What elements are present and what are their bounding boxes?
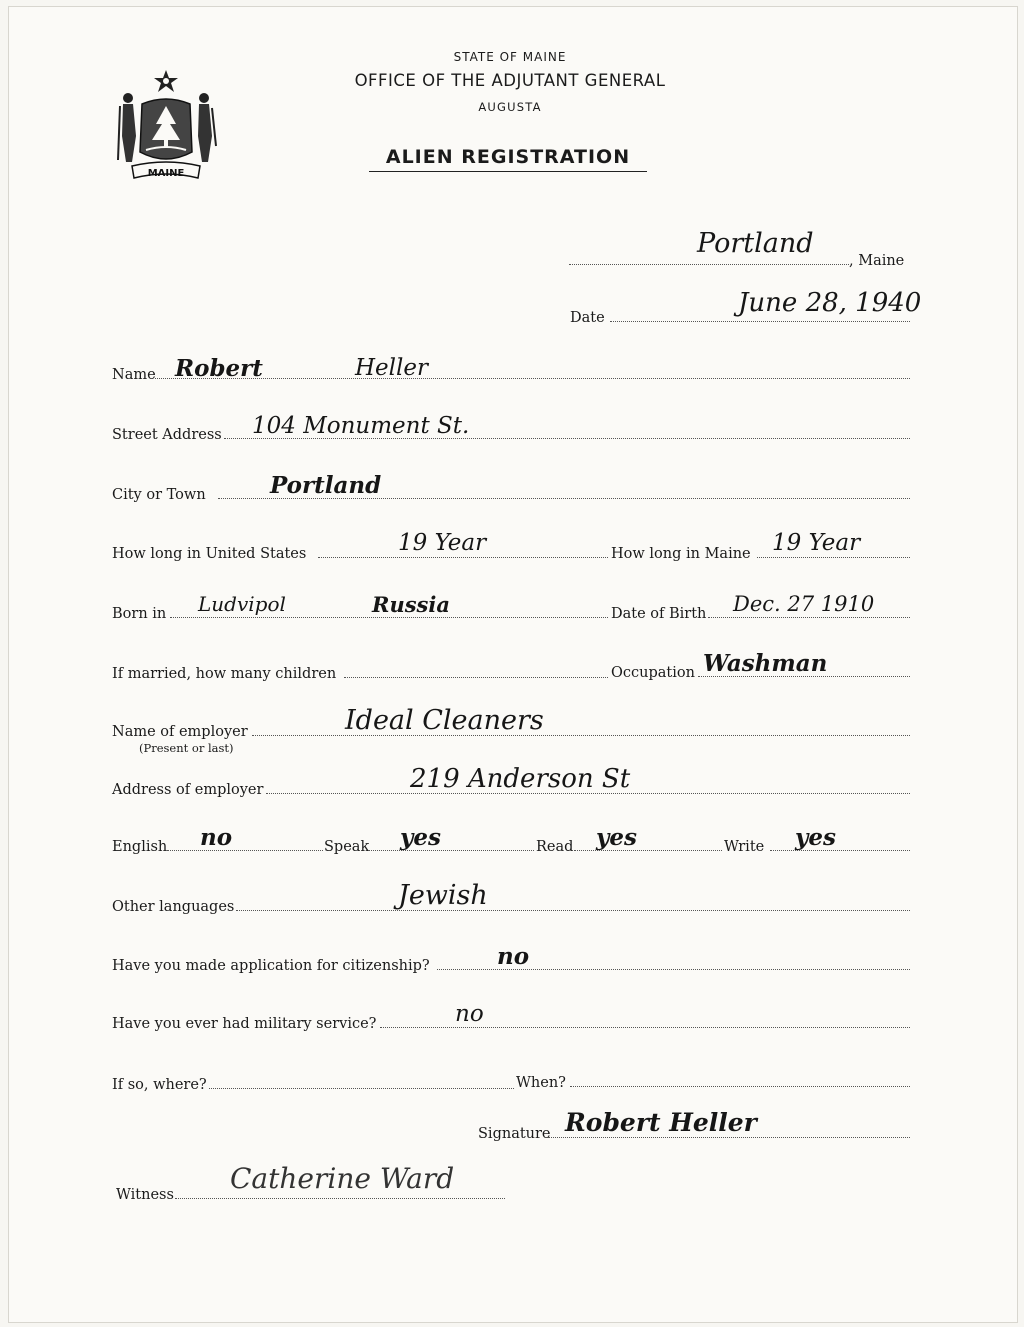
city-value[interactable]: Portland [270,472,382,499]
write-label: Write [724,839,765,855]
write-line [770,850,910,851]
english-line [167,850,323,851]
military-label: Have you ever had military service? [112,1016,377,1032]
seal-ribbon-text: MAINE [147,168,185,179]
header-office: OFFICE OF THE ADJUTANT GENERAL [354,71,666,90]
read-label: Read [536,839,574,855]
citizenship-value[interactable]: no [497,943,530,970]
witness-value[interactable]: Catherine Ward [230,1162,455,1195]
signature-value[interactable]: Robert Heller [565,1108,757,1137]
born-in-line [170,617,608,618]
born-in-label: Born in [112,606,167,622]
speak-value[interactable]: yes [400,824,441,851]
english-label: English [112,839,168,855]
location-suffix: , Maine [849,253,905,269]
write-value[interactable]: yes [795,824,836,851]
employer-address-label: Address of employer [112,782,264,798]
other-languages-label: Other languages [112,899,235,915]
how-long-us-value[interactable]: 19 Year [398,530,487,556]
location-line [569,264,849,265]
how-long-maine-line [757,557,910,558]
name-label: Name [112,367,156,383]
children-label: If married, how many children [112,666,337,682]
form-title: ALIEN REGISTRATION [369,146,647,172]
military-line [380,1027,910,1028]
header-city: AUGUSTA [478,100,542,114]
speak-line [368,850,534,851]
name-last[interactable]: Heller [355,355,428,381]
read-value[interactable]: yes [596,824,637,851]
witness-label: Witness [116,1187,174,1203]
employer-sublabel: (Present or last) [139,741,234,755]
employer-value[interactable]: Ideal Cleaners [345,705,544,736]
born-in-place[interactable]: Ludvipol [198,592,286,616]
dob-value[interactable]: Dec. 27 1910 [733,592,875,616]
dob-label: Date of Birth [611,606,707,622]
dob-line [708,617,910,618]
location-value[interactable]: Portland [697,228,814,259]
employer-address-value[interactable]: 219 Anderson St [410,764,631,794]
how-long-us-label: How long in United States [112,546,307,562]
header-state: STATE OF MAINE [453,50,567,64]
citizenship-label: Have you made application for citizenship? [112,958,430,974]
military-value[interactable]: no [455,1001,484,1027]
name-first[interactable]: Robert [175,355,263,382]
witness-line [175,1198,505,1199]
other-languages-line [236,910,910,911]
when-line [570,1086,910,1087]
name-line [155,378,910,379]
state-seal-icon [112,66,220,186]
city-label: City or Town [112,487,206,503]
date-label: Date [570,310,605,326]
where-label: If so, where? [112,1077,207,1093]
how-long-maine-label: How long in Maine [611,546,751,562]
when-label: When? [516,1075,566,1091]
english-value[interactable]: no [200,824,233,851]
street-value[interactable]: 104 Monument St. [252,413,470,439]
employer-label: Name of employer [112,724,248,740]
signature-line [548,1137,910,1138]
signature-label: Signature [478,1126,551,1142]
how-long-maine-value[interactable]: 19 Year [772,530,861,556]
speak-label: Speak [324,839,370,855]
date-line [610,321,910,322]
where-line [209,1088,514,1089]
occupation-value[interactable]: Washman [703,650,828,677]
born-in-country[interactable]: Russia [372,592,450,617]
street-label: Street Address [112,427,222,443]
date-value[interactable]: June 28, 1940 [738,288,922,318]
how-long-us-line [318,557,608,558]
other-languages-value[interactable]: Jewish [398,880,488,911]
children-line [344,677,608,678]
occupation-label: Occupation [611,665,695,681]
